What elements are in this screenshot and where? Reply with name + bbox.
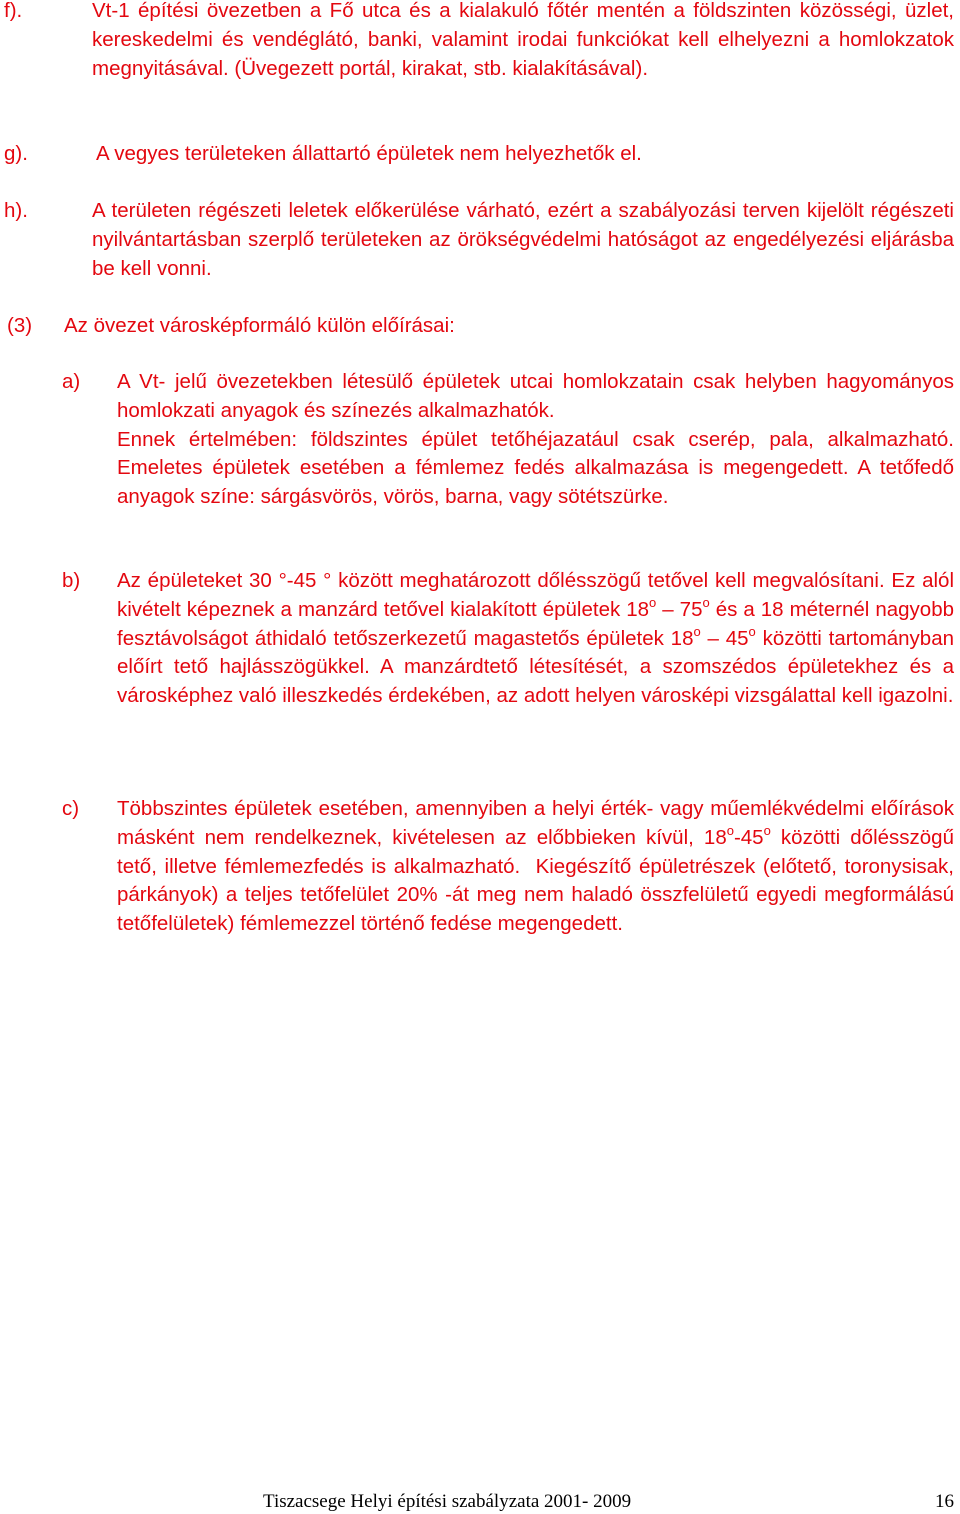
item-c-text-3: közötti dőlésszögű tető, illetve fémlemezfedés is alkalmazható. — [117, 825, 954, 878]
item-h — [4, 197, 954, 283]
item-c-text-4: Kiegészítő épületrészek (előtető, toronysisak, párkányok) a teljes tetőfelület 20% -át meg nem haladó összfelületű egyedi megformálású tetőfelületek) fémlemezzel történő fedése megengedett. — [117, 854, 954, 936]
item-b-text-2: Ez alól kivételt képeznek a manzárd tetővel kialakított épületek 18 — [117, 569, 955, 621]
item-h-label: h). — [4, 199, 28, 222]
item-c-text-1: Többszintes épületek esetében, amennyiben a helyi érték- vagy műemlékvédelmi előírások másként nem rendelkeznek, kivételesen az előbbieken kívül, 18 — [117, 797, 954, 849]
degree-mark: o — [702, 594, 710, 610]
degree-mark: o — [748, 623, 756, 639]
item-a-label: a) — [62, 370, 81, 393]
item-f-label: f). — [4, 0, 23, 22]
item-f — [4, 0, 954, 83]
section-3-heading-text: Az övezet városképformáló külön előírásai: — [64, 314, 455, 337]
degree-mark: o — [693, 623, 701, 639]
degree-mark: o — [726, 822, 734, 838]
degree-mark: o — [763, 822, 771, 838]
item-g-label: g). — [4, 142, 28, 165]
item-a-text-1: A Vt- jelű övezetekben létesülő épületek utcai homlokzatain csak helyben hagyományos homlokzati anyagok és színezés alkalmazhatók. — [117, 370, 954, 422]
item-b-text-1: Az épületeket 30 °-45 ° között meghatározott dőlésszögű tetővel kell megvalósítani. — [117, 569, 885, 592]
item-g — [4, 140, 954, 169]
section-3-heading — [7, 312, 954, 341]
degree-mark: o — [649, 594, 657, 610]
page-footer — [263, 1490, 954, 1514]
item-b-text-6: közötti tartományban előírt tető hajlásszögükkel. A manzárdtető létesítését, a szomszédos épületekhez és a városképhez való illeszkedés érdekében, az adott helyen városképi vizsgálattal kell igazolni. — [117, 626, 954, 708]
item-a-text-3: Emeletes épületek esetében a fémlemez fedés alkalmazása is megengedett. A tetőfedő anyagok színe: sárgásvörös, vörös, barna, vagy sötétszürke. — [117, 456, 954, 509]
footer-title: Tiszacsege Helyi építési szabályzata 2001- 2009 — [263, 1491, 632, 1512]
item-b — [62, 567, 955, 711]
item-a — [62, 368, 954, 512]
item-c-label: c) — [62, 797, 80, 820]
item-a-text-2: Ennek értelmében: földszintes épület tetőhéjazatául csak cserép, pala, alkalmazható. — [117, 427, 954, 451]
item-b-text-4: és a 18 méternél nagyobb fesztávolságot áthidaló tetőszerkezetű magastetős épületek 18 — [117, 597, 954, 650]
page-number: 16 — [935, 1491, 954, 1512]
item-g-text: A vegyes területeken állattartó épületek nem helyezhetők el. — [96, 142, 642, 165]
item-b-text-3: – 75 — [656, 597, 703, 621]
item-b-label: b) — [62, 569, 81, 592]
section-3-label: (3) — [7, 314, 33, 337]
item-b-text-5: – 45 — [700, 626, 749, 650]
item-c — [62, 795, 954, 939]
item-h-text: A területen régészeti leletek előkerülése várható, ezért a szabályozási terven kijelölt régészeti nyilvántartásban szerplő területeken az örökségvédelmi hatóságot az engedélyezési eljárásba be kell vonni. — [92, 199, 954, 280]
item-c-text-2: -45 — [733, 825, 764, 849]
item-f-text: Vt-1 építési övezetben a Fő utca és a kialakuló főtér mentén a földszinten közösségi, üzlet, kereskedelmi és vendéglátó, banki, valamint irodai funkciókat kell elhelyezni a homlokzatok megnyitásával. (Üvegezett portál, kirakat, stb. kialakításával). — [92, 0, 954, 80]
